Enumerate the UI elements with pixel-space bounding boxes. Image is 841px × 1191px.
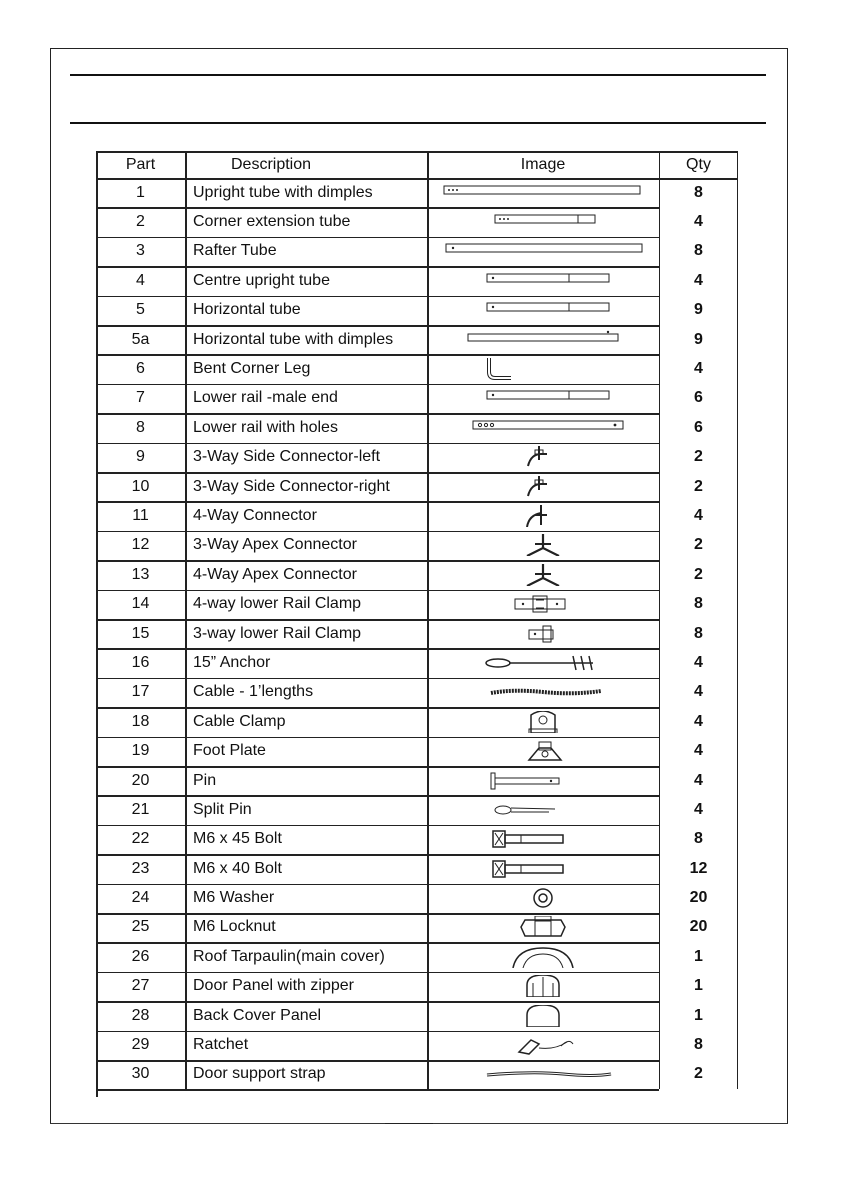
table-row <box>96 678 738 707</box>
anchor-icon <box>443 652 643 674</box>
part-number: 28 <box>131 1006 150 1024</box>
part-description: Door Panel with zipper <box>193 977 354 995</box>
part-image <box>427 1060 659 1089</box>
part-image <box>427 648 659 677</box>
tube-with-holes-icon <box>443 417 643 439</box>
table-row <box>96 854 738 883</box>
table-row <box>96 1001 738 1030</box>
table-row <box>96 354 738 383</box>
part-image <box>427 237 659 266</box>
table-row-divider <box>96 207 659 209</box>
part-description: Centre upright tube <box>193 271 330 289</box>
part-qty: 2 <box>694 477 703 495</box>
header-image: Image <box>520 155 566 173</box>
table-column-divider <box>185 151 187 1089</box>
part-image <box>427 325 659 354</box>
part-qty: 1 <box>694 977 703 995</box>
bent-leg-icon <box>443 358 643 380</box>
bolt-icon <box>443 858 643 880</box>
part-number: 27 <box>131 977 150 995</box>
part-qty: 4 <box>694 683 703 701</box>
foot-plate-icon <box>443 740 643 762</box>
part-description: Horizontal tube with dimples <box>193 330 394 348</box>
part-number: 18 <box>131 712 150 730</box>
part-image <box>427 883 659 912</box>
part-description: 15” Anchor <box>193 653 271 671</box>
table-row <box>96 619 738 648</box>
table-row-divider <box>96 678 659 680</box>
part-description: 3-Way Side Connector-left <box>193 448 381 466</box>
table-row-divider <box>96 178 659 180</box>
long-tube-icon <box>443 240 643 262</box>
washer-icon <box>443 887 643 909</box>
part-image <box>427 736 659 765</box>
part-number: 26 <box>131 947 150 965</box>
table-row-divider <box>96 766 659 768</box>
part-qty: 12 <box>689 859 708 877</box>
part-qty: 4 <box>694 213 703 231</box>
table-row <box>96 266 738 295</box>
part-qty: 8 <box>694 183 703 201</box>
part-description: 3-Way Apex Connector <box>193 536 357 554</box>
part-number: 13 <box>131 565 150 583</box>
apex-connector-icon <box>443 564 643 586</box>
part-image <box>427 707 659 736</box>
table-row <box>96 384 738 413</box>
part-qty: 4 <box>694 271 703 289</box>
part-qty: 8 <box>694 242 703 260</box>
part-description: Split Pin <box>193 800 252 818</box>
part-description: Roof Tarpaulin(main cover) <box>193 947 385 965</box>
part-number: 15 <box>131 624 150 642</box>
pin-icon <box>443 770 643 792</box>
table-row-divider <box>96 884 659 886</box>
table-header-row <box>96 151 738 178</box>
part-image <box>427 207 659 236</box>
split-pin-icon <box>443 799 643 821</box>
part-description: 3-Way Side Connector-right <box>193 477 390 495</box>
table-row-divider <box>96 354 659 356</box>
part-description: Back Cover Panel <box>193 1006 322 1024</box>
rail-clamp-icon <box>443 593 643 615</box>
part-image <box>427 443 659 472</box>
part-qty: 9 <box>694 301 703 319</box>
part-description: Rafter Tube <box>193 242 277 260</box>
part-number: 29 <box>131 1036 150 1054</box>
table-row-divider <box>96 384 659 386</box>
table-row <box>96 648 738 677</box>
table-row <box>96 472 738 501</box>
part-number: 20 <box>131 771 150 789</box>
part-description: M6 x 40 Bolt <box>193 859 282 877</box>
side-connector-icon <box>443 446 643 468</box>
long-tube-with-dimples-icon <box>443 182 643 204</box>
part-image <box>427 1001 659 1030</box>
part-image <box>427 678 659 707</box>
part-description: M6 x 45 Bolt <box>193 830 282 848</box>
part-description: 4-Way Apex Connector <box>193 565 357 583</box>
part-image <box>427 795 659 824</box>
table-row-divider <box>96 237 659 239</box>
part-image <box>427 384 659 413</box>
table-row <box>96 413 738 442</box>
table-row-divider <box>96 648 659 650</box>
table-column-divider <box>96 151 98 1097</box>
table-row <box>96 1060 738 1089</box>
part-qty: 4 <box>694 742 703 760</box>
part-description: 4-Way Connector <box>193 506 317 524</box>
part-image <box>427 178 659 207</box>
table-row-divider <box>96 296 659 298</box>
part-qty: 8 <box>694 624 703 642</box>
table-row <box>96 707 738 736</box>
part-qty: 1 <box>694 1006 703 1024</box>
part-description: M6 Locknut <box>193 918 276 936</box>
part-number: 6 <box>136 360 145 378</box>
cable-icon <box>443 681 643 703</box>
qty-header-divider <box>659 178 738 180</box>
part-qty: 4 <box>694 360 703 378</box>
part-qty: 1 <box>694 947 703 965</box>
apex-connector-icon <box>443 534 643 556</box>
table-row <box>96 589 738 618</box>
table-row <box>96 825 738 854</box>
table-row <box>96 913 738 942</box>
part-number: 24 <box>131 889 150 907</box>
part-image <box>427 531 659 560</box>
table-row-divider <box>96 707 659 709</box>
part-description: Bent Corner Leg <box>193 360 311 378</box>
header-description: Description <box>231 155 312 173</box>
table-row-divider <box>96 443 659 445</box>
footer-rule-right <box>433 1123 788 1124</box>
part-description: Cable - 1’lengths <box>193 683 314 701</box>
part-image <box>427 472 659 501</box>
part-number: 16 <box>131 653 150 671</box>
part-image <box>427 266 659 295</box>
roof-tarpaulin-icon <box>443 946 643 968</box>
part-number: 14 <box>131 595 150 613</box>
table-row-divider <box>96 472 659 474</box>
table-row <box>96 1030 738 1059</box>
short-tube-with-dimples-icon <box>443 211 643 233</box>
part-image <box>427 619 659 648</box>
part-image <box>427 560 659 589</box>
part-number: 23 <box>131 859 150 877</box>
qty-top-border <box>659 151 738 153</box>
table-row <box>96 207 738 236</box>
part-description: Pin <box>193 771 217 789</box>
table-row-divider <box>96 531 659 533</box>
table-row <box>96 237 738 266</box>
back-panel-icon <box>443 1005 643 1027</box>
table-row-divider <box>96 413 659 415</box>
part-qty: 4 <box>694 506 703 524</box>
four-way-connector-icon <box>443 505 643 527</box>
table-row <box>96 972 738 1001</box>
table-row-divider <box>96 795 659 797</box>
part-number: 19 <box>131 742 150 760</box>
part-description: M6 Washer <box>193 889 275 907</box>
part-number: 25 <box>131 918 150 936</box>
part-description: Horizontal tube <box>193 301 301 319</box>
part-number: 5a <box>131 330 150 348</box>
part-number: 7 <box>136 389 145 407</box>
table-row <box>96 531 738 560</box>
bolt-icon <box>443 828 643 850</box>
small-rail-clamp-icon <box>443 623 643 645</box>
table-row <box>96 766 738 795</box>
part-number: 22 <box>131 830 150 848</box>
part-qty: 4 <box>694 653 703 671</box>
qty-column-border <box>659 151 738 1089</box>
table-row-divider <box>96 619 659 621</box>
table-row <box>96 325 738 354</box>
door-panel-icon <box>443 975 643 997</box>
part-image <box>427 1030 659 1059</box>
part-qty: 4 <box>694 800 703 818</box>
part-image <box>427 589 659 618</box>
table-row <box>96 296 738 325</box>
part-qty: 4 <box>694 712 703 730</box>
part-image <box>427 942 659 971</box>
table-row <box>96 178 738 207</box>
part-number: 17 <box>131 683 150 701</box>
table-row-divider <box>96 1001 659 1003</box>
part-description: Cable Clamp <box>193 712 286 730</box>
part-number: 1 <box>136 183 145 201</box>
part-image <box>427 766 659 795</box>
part-number: 9 <box>136 448 145 466</box>
part-image <box>427 296 659 325</box>
part-description: Door support strap <box>193 1065 326 1083</box>
parts-table <box>96 151 738 1089</box>
table-row <box>96 560 738 589</box>
part-qty: 20 <box>689 918 708 936</box>
part-description: Corner extension tube <box>193 213 351 231</box>
part-qty: 6 <box>694 389 703 407</box>
part-qty: 8 <box>694 1036 703 1054</box>
part-number: 12 <box>131 536 150 554</box>
part-qty: 2 <box>694 536 703 554</box>
part-qty: 9 <box>694 330 703 348</box>
table-row <box>96 883 738 912</box>
table-row <box>96 443 738 472</box>
part-number: 2 <box>136 213 145 231</box>
table-row <box>96 501 738 530</box>
part-qty: 4 <box>694 771 703 789</box>
part-number: 3 <box>136 242 145 260</box>
ratchet-icon <box>443 1034 643 1056</box>
part-image <box>427 501 659 530</box>
part-qty: 2 <box>694 1065 703 1083</box>
table-row-divider <box>96 560 659 562</box>
header-qty: Qty <box>686 155 711 173</box>
part-description: 3-way lower Rail Clamp <box>193 624 362 642</box>
side-connector-icon <box>443 476 643 498</box>
part-description: Upright tube with dimples <box>193 183 373 201</box>
part-number: 5 <box>136 301 145 319</box>
table-row-divider <box>96 1031 659 1033</box>
table-row-divider <box>96 501 659 503</box>
part-image <box>427 825 659 854</box>
table-row-divider <box>96 1060 659 1062</box>
part-qty: 6 <box>694 418 703 436</box>
strap-icon <box>443 1063 643 1085</box>
table-row-divider <box>96 972 659 974</box>
table-row <box>96 942 738 971</box>
part-description: Lower rail -male end <box>193 389 338 407</box>
long-tube-with-dimple-icon <box>443 329 643 351</box>
part-description: 4-way lower Rail Clamp <box>193 595 362 613</box>
part-number: 4 <box>136 271 145 289</box>
part-image <box>427 913 659 942</box>
table-row-divider <box>96 325 659 327</box>
part-qty: 2 <box>694 448 703 466</box>
header-part: Part <box>125 155 156 173</box>
table-row-divider <box>96 942 659 944</box>
jointed-tube-icon <box>443 270 643 292</box>
part-number: 21 <box>131 800 150 818</box>
part-image <box>427 413 659 442</box>
part-description: Foot Plate <box>193 742 266 760</box>
part-image <box>427 972 659 1001</box>
part-qty: 8 <box>694 830 703 848</box>
part-number: 10 <box>131 477 150 495</box>
table-row-divider <box>96 737 659 739</box>
table-row-divider <box>96 266 659 268</box>
part-qty: 2 <box>694 565 703 583</box>
header-rule-top <box>70 74 766 76</box>
part-image <box>427 354 659 383</box>
table-row <box>96 736 738 765</box>
locknut-icon <box>443 916 643 938</box>
part-description: Lower rail with holes <box>193 418 338 436</box>
table-row-divider <box>96 151 659 153</box>
part-number: 11 <box>132 506 149 524</box>
table-row <box>96 795 738 824</box>
table-row-divider <box>96 825 659 827</box>
jointed-tube-icon <box>443 387 643 409</box>
part-number: 30 <box>131 1065 150 1083</box>
part-image <box>427 854 659 883</box>
part-description: Ratchet <box>193 1036 249 1054</box>
header-rule-bottom <box>70 122 766 124</box>
footer-rule-left <box>50 1123 385 1124</box>
part-qty: 8 <box>694 595 703 613</box>
table-row-divider <box>96 590 659 592</box>
cable-clamp-icon <box>443 711 643 733</box>
table-column-divider <box>427 151 429 1089</box>
part-number: 8 <box>136 418 145 436</box>
jointed-tube-icon <box>443 299 643 321</box>
table-row-divider <box>96 913 659 915</box>
part-qty: 20 <box>689 889 708 907</box>
table-bottom-border <box>96 1089 659 1091</box>
table-row-divider <box>96 854 659 856</box>
